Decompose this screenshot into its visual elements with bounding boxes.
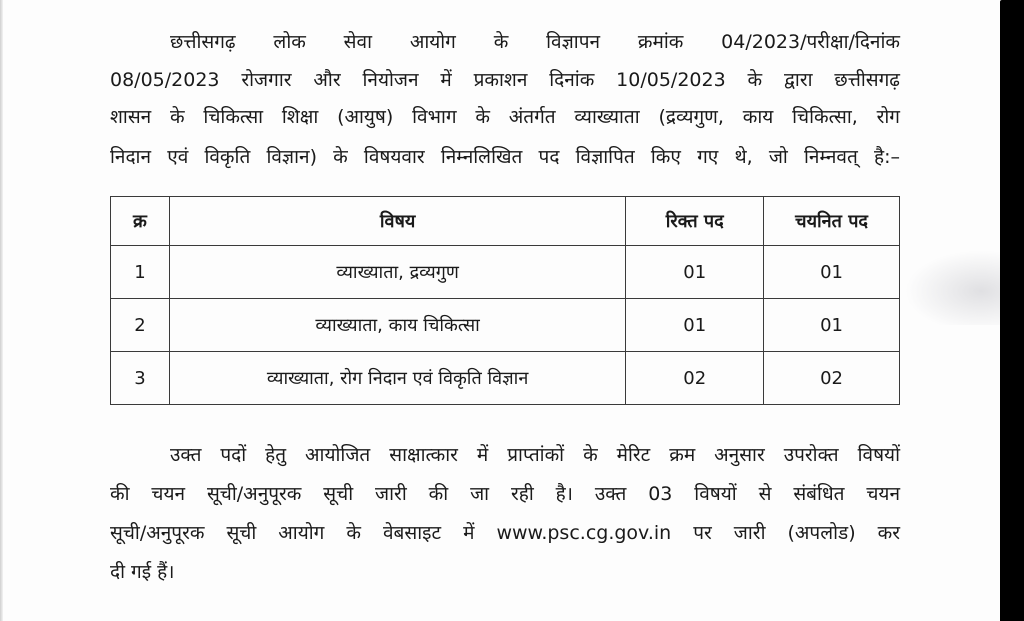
paragraph1-line2: 08/05/2023 रोजगार और नियोजन में प्रकाशन दिनांक 10/05/2023 के द्वारा छत्तीसगढ़ xyxy=(110,69,900,91)
posts-table xyxy=(110,196,900,405)
table-row xyxy=(111,299,900,352)
cell-subject: व्याख्याता, काय चिकित्सा xyxy=(169,299,625,352)
header-selected-posts: चयनित पद xyxy=(764,197,900,246)
paragraph1-line3: शासन के चिकित्सा शिक्षा (आयुष) विभाग के अंतर्गत व्याख्याता (द्रव्यगुण, काय चिकित्सा, रोग xyxy=(110,106,900,128)
paragraph2-line1: उक्त पदों हेतु आयोजित साक्षात्कार में प्राप्तांकों के मेरिट क्रम अनुसार उपरोक्त विषयों xyxy=(170,444,900,466)
cell-vacant: 02 xyxy=(626,352,764,405)
header-serial: क्र xyxy=(111,197,170,246)
cell-serial: 2 xyxy=(111,299,170,352)
paragraph1-line1: छत्तीसगढ़ लोक सेवा आयोग के विज्ञापन क्रमांक 04/2023/परीक्षा/दिनांक xyxy=(170,31,900,53)
cell-serial: 1 xyxy=(111,246,170,299)
scan-smudge xyxy=(905,250,1000,325)
table-row xyxy=(111,246,900,299)
paragraph1-line4: निदान एवं विकृति विज्ञान) के विषयवार निम्नलिखित पद विज्ञापित किए गए थे, जो निम्नवत् है:– xyxy=(110,146,900,168)
page-left-edge xyxy=(0,0,3,621)
cell-vacant: 01 xyxy=(626,299,764,352)
website-url: www.psc.cg.gov.in xyxy=(496,522,672,544)
header-vacant-posts: रिक्त पद xyxy=(626,197,764,246)
cell-selected: 02 xyxy=(764,352,900,405)
cell-serial: 3 xyxy=(111,352,170,405)
cell-vacant: 01 xyxy=(626,246,764,299)
paragraph2-line3-after-url: पर जारी (अपलोड) कर xyxy=(693,522,900,544)
paragraph2-line3 xyxy=(110,519,900,547)
table-row xyxy=(111,352,900,405)
cell-subject: व्याख्याता, रोग निदान एवं विकृति विज्ञान xyxy=(169,352,625,405)
cell-selected: 01 xyxy=(764,246,900,299)
table-header-row xyxy=(111,197,900,246)
paragraph2-line2: की चयन सूची/अनुपूरक सूची जारी की जा रही है। उक्त 03 विषयों से संबंधित चयन xyxy=(110,483,900,505)
cell-subject: व्याख्याता, द्रव्यगुण xyxy=(169,246,625,299)
cell-selected: 01 xyxy=(764,299,900,352)
paragraph2-line4: दी गई हैं। xyxy=(110,561,175,583)
dark-background-edge xyxy=(1000,0,1024,621)
header-subject: विषय xyxy=(169,197,625,246)
paragraph2-line3-before-url: सूची/अनुपूरक सूची आयोग के वेबसाइट में xyxy=(110,522,475,544)
